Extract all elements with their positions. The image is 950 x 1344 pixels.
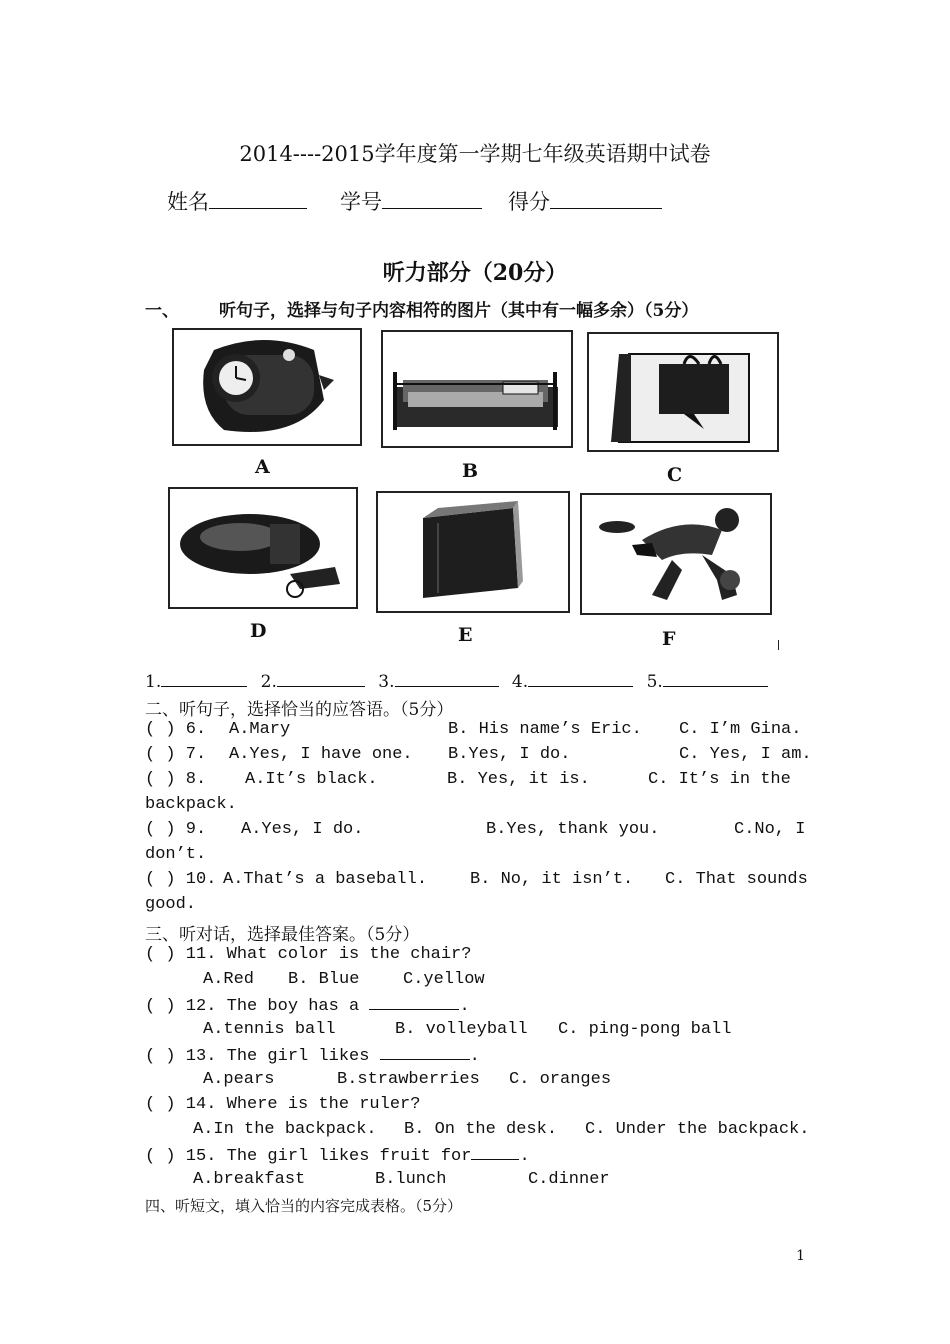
q13-option-c[interactable]: C. oranges [509, 1070, 612, 1089]
answer-5-blank[interactable] [663, 670, 768, 687]
picture-f [580, 493, 772, 615]
part1-instruction: 听句子，选择与句子内容相符的图片（其中有一幅多余）（5分） [219, 301, 699, 321]
book-icon [378, 493, 568, 611]
q15-stem-row [145, 1145, 530, 1166]
name-blank[interactable] [209, 188, 307, 209]
q13-stem: ( ) 13. The girl likes [145, 1047, 370, 1066]
q11-option-c[interactable]: C.yellow [403, 970, 485, 989]
q7-option-a[interactable]: A.Yes, I have one. [229, 745, 413, 764]
q11-option-b[interactable]: B. Blue [288, 970, 360, 989]
answer-5-number: 5. [646, 672, 663, 692]
q12-blank[interactable] [369, 995, 459, 1010]
answer-2-blank[interactable] [277, 670, 365, 687]
q7-option-b[interactable]: B.Yes, I do. [448, 745, 571, 764]
q13-option-a[interactable]: A.pears [203, 1070, 275, 1089]
q12-stem: ( ) 12. The boy has a [145, 997, 360, 1016]
q7-number: ( ) 7. [145, 745, 207, 764]
q12-stem-row [145, 995, 470, 1016]
q8-option-b[interactable]: B. Yes, it is. [447, 770, 590, 789]
answer-4-blank[interactable] [528, 670, 633, 687]
q15-option-a[interactable]: A.breakfast [193, 1170, 306, 1189]
q9-option-a[interactable]: A.Yes, I do. [241, 820, 364, 839]
answer-1-number: 1. [145, 672, 162, 692]
q13-end: . [469, 1047, 480, 1066]
score-field[interactable] [508, 186, 662, 216]
page-number: 1 [796, 1248, 805, 1264]
part3-instruction: 三、听对话，选择最佳答案。（5分） [145, 925, 420, 945]
baseball-player-icon [582, 495, 770, 613]
part2-instruction: 二、听句子，选择恰当的应答语。（5分） [145, 700, 454, 720]
score-label: 得分 [508, 190, 550, 214]
q15-stem: ( ) 15. The girl likes fruit for [145, 1147, 472, 1166]
q12-option-c[interactable]: C. ping-pong ball [558, 1020, 732, 1039]
q13-stem-row [145, 1045, 480, 1066]
q6-option-a[interactable]: A.Mary [229, 720, 291, 739]
q8-number: ( ) 8. [145, 770, 207, 789]
bed-icon [383, 332, 571, 446]
q14-option-c[interactable]: C. Under the backpack. [585, 1120, 810, 1139]
q6-number: ( ) 6. [145, 720, 207, 739]
q9-option-b[interactable]: B.Yes, thank you. [486, 820, 660, 839]
part4-instruction: 四、听短文，填入恰当的内容完成表格。（5分） [145, 1197, 463, 1215]
part1-answer-row [145, 670, 768, 692]
score-blank[interactable] [550, 188, 662, 209]
answer-2-number: 2. [260, 672, 277, 692]
q11-option-a[interactable]: A.Red [203, 970, 255, 989]
q8-continuation: backpack. [145, 795, 237, 814]
exam-title: 2014----2015学年度第一学期七年级英语期中试卷 [239, 142, 711, 166]
picture-d [168, 487, 358, 609]
picture-b-label: B [462, 460, 479, 482]
q8-option-a[interactable]: A.It’s black. [245, 770, 378, 789]
bag-icon [589, 334, 777, 450]
picture-b [381, 330, 573, 448]
student-id-blank[interactable] [382, 188, 482, 209]
part1-number: 一、 [145, 301, 179, 321]
part1-heading [145, 296, 698, 321]
watch-icon [174, 330, 360, 444]
answer-4-number: 4. [511, 672, 529, 692]
q10-option-b[interactable]: B. No, it isn’t. [470, 870, 634, 889]
student-id-label: 学号 [340, 190, 382, 214]
q10-number: ( ) 10. [145, 870, 217, 889]
picture-f-label: F [662, 628, 676, 650]
picture-e [376, 491, 570, 613]
picture-e-label: E [458, 624, 473, 646]
q13-option-b[interactable]: B.strawberries [337, 1070, 480, 1089]
q15-option-c[interactable]: C.dinner [528, 1170, 610, 1189]
scan-mark [778, 640, 779, 650]
listening-section-title: 听力部分（20分） [382, 260, 568, 286]
answer-3-number: 3. [378, 672, 395, 692]
q6-option-c[interactable]: C. I’m Gina. [679, 720, 802, 739]
answer-1-blank[interactable] [161, 670, 247, 687]
picture-d-label: D [250, 620, 267, 642]
q15-option-b[interactable]: B.lunch [375, 1170, 447, 1189]
q15-end: . [519, 1147, 530, 1166]
q9-continuation: don’t. [145, 845, 207, 864]
answer-3-blank[interactable] [395, 670, 499, 687]
name-field[interactable] [167, 186, 307, 216]
q15-blank[interactable] [471, 1145, 519, 1160]
picture-a [172, 328, 362, 446]
q14-stem: ( ) 14. Where is the ruler? [145, 1095, 421, 1114]
q10-option-c[interactable]: C. That sounds [665, 870, 808, 889]
q12-option-b[interactable]: B. volleyball [395, 1020, 528, 1039]
name-label: 姓名 [167, 190, 209, 214]
q9-number: ( ) 9. [145, 820, 207, 839]
q9-option-c[interactable]: C.No, I [734, 820, 806, 839]
q10-continuation: good. [145, 895, 197, 914]
q10-option-a[interactable]: A.That’s a baseball. [223, 870, 428, 889]
q14-option-a[interactable]: A.In the backpack. [193, 1120, 377, 1139]
q6-option-b[interactable]: B. His name’s Eric. [448, 720, 642, 739]
pencil-case-icon [170, 489, 356, 607]
q12-end: . [459, 997, 470, 1016]
q13-blank[interactable] [380, 1045, 470, 1060]
q8-option-c[interactable]: C. It’s in the [648, 770, 791, 789]
q7-option-c[interactable]: C. Yes, I am. [679, 745, 812, 764]
picture-c-label: C [667, 464, 683, 486]
student-id-field[interactable] [340, 186, 482, 216]
q14-option-b[interactable]: B. On the desk. [404, 1120, 558, 1139]
picture-c [587, 332, 779, 452]
picture-a-label: A [255, 456, 270, 478]
q12-option-a[interactable]: A.tennis ball [203, 1020, 336, 1039]
q11-stem: ( ) 11. What color is the chair? [145, 945, 472, 964]
